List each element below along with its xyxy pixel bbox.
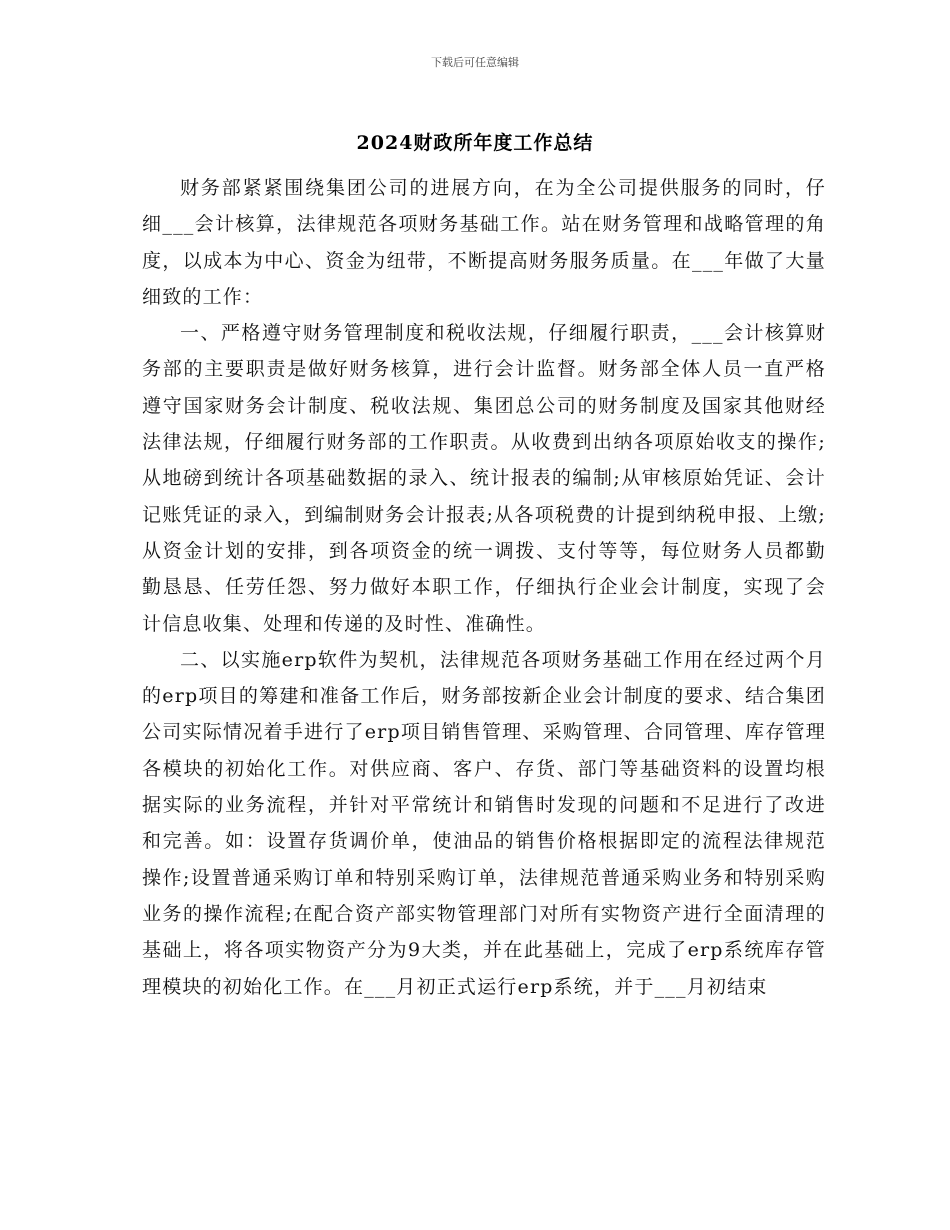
page-header-note: 下载后可任意编辑 <box>431 56 519 69</box>
paragraph-section-2: 二、以实施erp软件为契机，法律规范各项财务基础工作用在经过两个月的erp项目的筹建和准备工作后，财务部按新企业会计制度的要求、结合集团公司实际情况着手进行了erp项目销售管理、采购管理、合同管理、库存管理各模块的初始化工作。对供应商、客户、存货、部门等基础资料的设置均根据实际的业务流程，并针对平常统计和销售时发现的问题和不足进行了改进和完善。如：设置存货调价单，使油品的销售价格根据即定的流程法律规范操作;设置普通采购订单和特别采购订单，法律规范普通采购业务和特别采购业务的操作流程;在配合资产部实物管理部门对所有实物资产进行全面清理的基础上，将各项实物资产分为9大类，并在此基础上，完成了erp系统库存管理模块的初始化工作。在___月初正式运行erp系统，并于___月初结束 <box>142 648 826 998</box>
document-title: 2024财政所年度工作总结 <box>356 132 594 154</box>
paragraph-section-1: 一、严格遵守财务管理制度和税收法规，仔细履行职责，___会计核算财务部的主要职责是做好财务核算，进行会计监督。财务部全体人员一直严格遵守国家财务会计制度、税收法规、集团总公司的财务制度及国家其他财经法律法规，仔细履行财务部的工作职责。从收费到出纳各项原始收支的操作;从地磅到统计各项基础数据的录入、统计报表的编制;从审核原始凭证、会计记账凭证的录入，到编制财务会计报表;从各项税费的计提到纳税申报、上缴;从资金计划的安排，到各项资金的统一调拨、支付等等，每位财务人员都勤勤恳恳、任劳任怨、努力做好本职工作，仔细执行企业会计制度，实现了会计信息收集、处理和传递的及时性、准确性。 <box>142 322 826 635</box>
document-body <box>142 170 826 1005</box>
paragraph-intro: 财务部紧紧围绕集团公司的进展方向，在为全公司提供服务的同时，仔细___会计核算，法律规范各项财务基础工作。站在财务管理和战略管理的角度，以成本为中心、资金为纽带，不断提高财务服务质量。在___年做了大量细致的工作： <box>142 177 826 308</box>
